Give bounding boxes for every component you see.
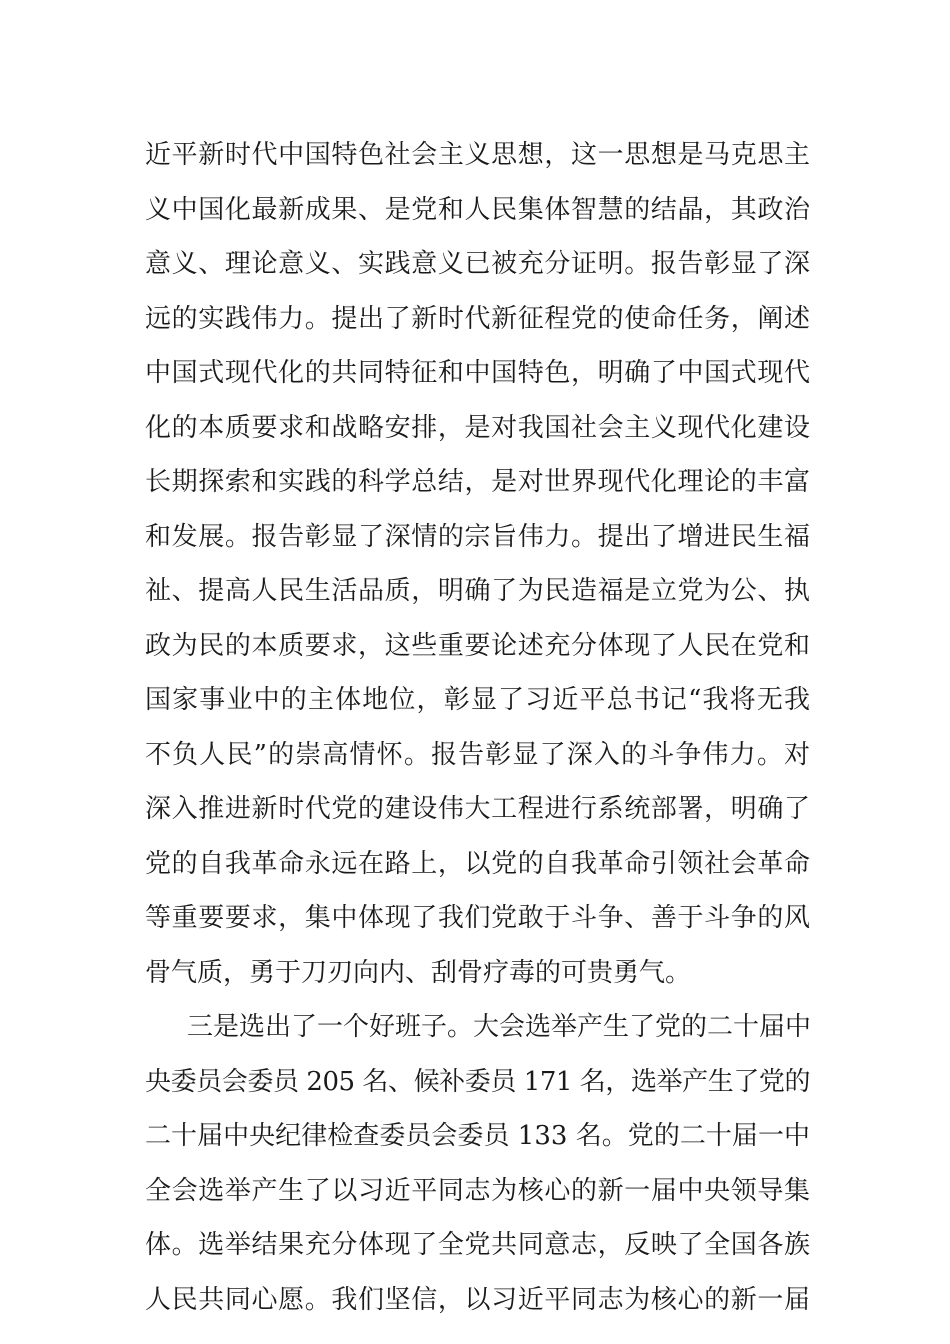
text-line: 党的自我革命永远在路上，以党的自我革命引领社会革命 [145,848,810,879]
text-line-paragraph-start: 三是选出了一个好班子。大会选举产生了党的二十届中 [187,1012,812,1042]
text-line: 近平新时代中国特色社会主义思想，这一思想是马克思主 [145,140,810,170]
text-line: 二十届中央纪律检查委员会委员 133 名。党的二十届一中 [145,1121,810,1151]
text-line: 政为民的本质要求，这些重要论述充分体现了人民在党和 [145,630,810,661]
text-line: 国家事业中的主体地位，彰显了习近平总书记“我将无我 [145,685,810,715]
text-line: 远的实践伟力。提出了新时代新征程党的使命任务，阐述 [145,303,810,334]
text-line: 不负人民”的崇高情怀。报告彰显了深入的斗争伟力。对 [145,739,810,770]
text-line: 等重要要求，集中体现了我们党敢于斗争、善于斗争的风 [145,903,810,933]
text-line: 祉、提高人民生活品质，明确了为民造福是立党为公、执 [145,576,810,606]
text-line: 化的本质要求和战略安排，是对我国社会主义现代化建设 [145,412,810,443]
body-text [145,128,810,1327]
text-line: 长期探索和实践的科学总结，是对世界现代化理论的丰富 [145,467,810,497]
text-line-paragraph-end: 骨气质，勇于刀刃向内、刮骨疗毒的可贵勇气。 [145,957,692,988]
text-line: 央委员会委员 205 名、候补委员 171 名，选举产生了党的 [145,1066,810,1097]
text-line: 深入推进新时代党的建设伟大工程进行系统部署，明确了 [145,794,810,824]
text-line: 全会选举产生了以习近平同志为核心的新一届中央领导集 [145,1175,810,1206]
text-line: 义中国化最新成果、是党和人民集体智慧的结晶，其政治 [145,194,810,225]
text-line: 人民共同心愿。我们坚信，以习近平同志为核心的新一届 [145,1284,810,1315]
text-line: 和发展。报告彰显了深情的宗旨伟力。提出了增进民生福 [145,521,810,552]
text-line: 意义、理论意义、实践意义已被充分证明。报告彰显了深 [145,249,810,279]
text-line: 中国式现代化的共同特征和中国特色，明确了中国式现代 [145,358,810,388]
text-line: 体。选举结果充分体现了全党共同意志，反映了全国各族 [145,1230,810,1260]
